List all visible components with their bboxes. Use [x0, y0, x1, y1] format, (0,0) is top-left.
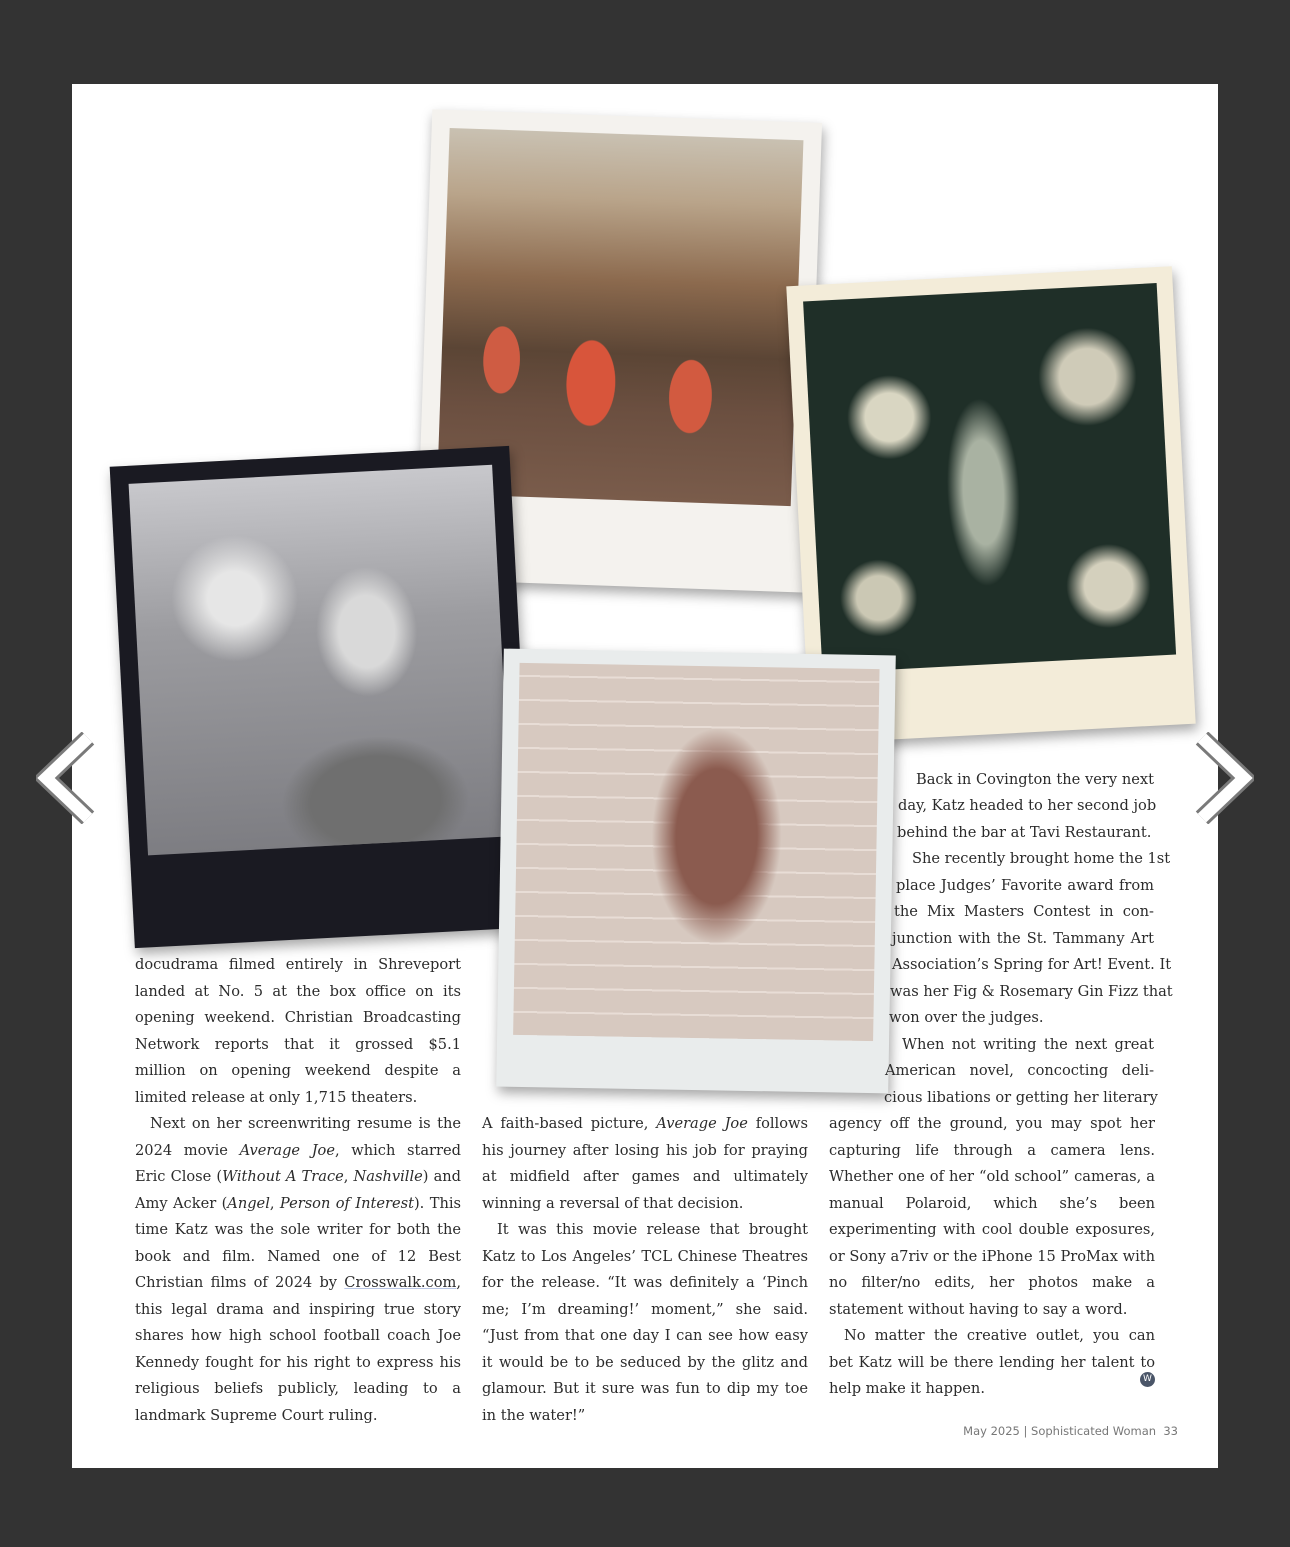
text-line: won over the judges.	[889, 1009, 1044, 1026]
footer-issue: May 2025 | Sophisticated Woman	[963, 1424, 1157, 1438]
page-number: 33	[1163, 1424, 1178, 1438]
text-line: place Judges’ Favorite award from	[896, 877, 1154, 894]
crosswalk-link[interactable]: Crosswalk.com	[344, 1274, 457, 1291]
text-line: Back in Covington the very next	[916, 771, 1154, 788]
text-line: was her Fig & Rosemary Gin Fizz that	[890, 983, 1173, 1000]
end-of-article-icon: W	[1140, 1372, 1155, 1387]
article-column-1	[135, 952, 461, 1429]
text-line: junction with the St. Tammany Art	[892, 930, 1154, 947]
chevron-left-icon	[36, 732, 96, 824]
polaroid-profile-double-exposure-photo	[496, 649, 896, 1094]
article-column-3	[829, 1111, 1155, 1403]
flowers-statue-image	[803, 283, 1176, 673]
text-line: day, Katz headed to her second job	[898, 797, 1157, 814]
text-line: American novel, concocting deli-	[885, 1062, 1154, 1079]
chevron-right-icon	[1194, 732, 1254, 824]
profile-portrait-image	[513, 663, 879, 1041]
previous-page-button[interactable]	[36, 732, 96, 824]
text-line: She recently brought home the 1st	[912, 850, 1171, 867]
text-line: the Mix Masters Contest in con-	[894, 903, 1154, 920]
paragraph: Next on her screenwriting resume is the 2024 movie Average Joe, which starred Eric Close (Without A Trace, Nashville) and Amy Acker (Angel, Person of Interest). This time Katz was the sole writer for both the book and film. Named one of 12 Best Christian films of 2024 by Crosswalk.com, this legal drama and inspiring true story shares how high school football coach Joe Kennedy fought for his right to express his religious beliefs publicly, leading to a landmark Supreme Court ruling.	[135, 1115, 462, 1424]
page-footer	[963, 1424, 1178, 1438]
bw-portrait-image	[129, 465, 512, 856]
next-page-button[interactable]	[1194, 732, 1254, 824]
magazine-page	[72, 84, 1218, 1468]
text-line: behind the bar at Tavi Restaurant.	[897, 824, 1152, 841]
paragraph: No matter the creative outlet, you can bet Katz will be there lending her talent to help make it happen.	[829, 1327, 1155, 1397]
polaroid-bw-double-exposure-photo	[110, 446, 535, 948]
text-line: When not writing the next great	[902, 1036, 1154, 1053]
text-line: cious libations or getting her literary	[884, 1089, 1158, 1106]
paragraph: A faith-based picture, Average Joe follows his journey after losing his job for praying at midfield after games and ultimately winning a reversal of that decision.	[482, 1115, 808, 1212]
paragraph: It was this movie release that brought Katz to Los Angeles’ TCL Chinese Theatres for the release. “It was definitely a ‘Pinch me; I’m dreaming!’ moment,” she said. “Just from that one day I can see how easy it would be to be seduced by the glitz and glamour. But it sure was fun to dip my toe in the water!”	[482, 1221, 808, 1424]
text-line: Association’s Spring for Art! Event. It	[892, 956, 1172, 973]
paragraph: docudrama filmed entirely in Shreveport landed at No. 5 at the box office on its opening weekend. Christian Broadcasting Network reports that it grossed $5.1 million on opening weekend despite a limited release at only 1,715 theaters.	[135, 956, 461, 1106]
paragraph: agency off the ground, you may spot her capturing life through a camera lens. Whether one of her “old school” cameras, a manual Polaroid, which she’s been experimenting with cool double exposures, or Sony a7riv or the iPhone 15 ProMax with no filter/no edits, her photos make a statement without having to say a word.	[829, 1115, 1155, 1318]
article-column-2	[482, 1111, 808, 1429]
